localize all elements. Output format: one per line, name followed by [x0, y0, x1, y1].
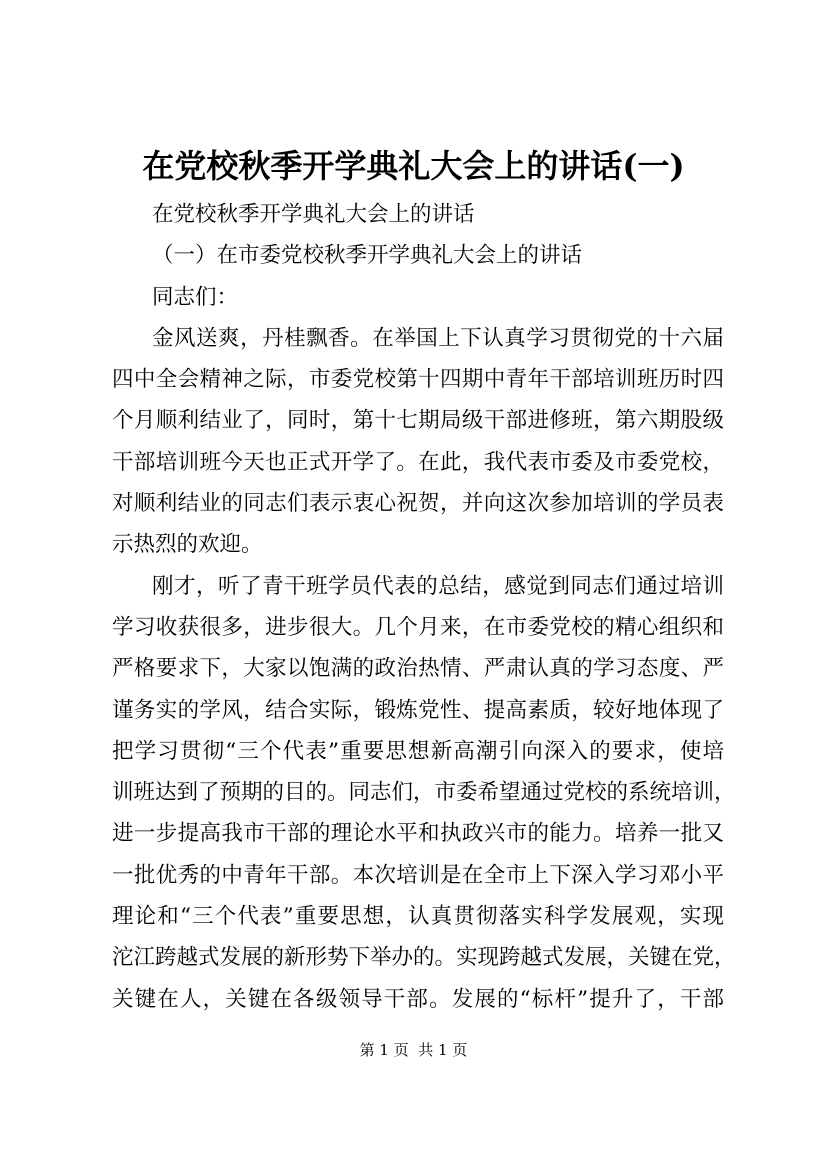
document-body [112, 194, 736, 1020]
text-line: 训班达到了预期的目的。同志们，市委希望通过党校的系统培训， [112, 780, 736, 806]
text-line: 金风送爽，丹桂飘香。在举国上下认真学习贯彻党的十六届 [152, 325, 724, 351]
text-line: 同志们： [152, 284, 239, 310]
text-line: 在党校秋季开学典礼大会上的讲话 [152, 202, 475, 227]
text-line: 学习收获很多，进步很大。几个月来，在市委党校的精心组织和 [112, 614, 724, 640]
text-line: 严格要求下，大家以饱满的政治热情、严肃认真的学习态度、严 [112, 656, 724, 682]
text-line: 把学习贯彻“三个代表”重要思想新高潮引向深入的要求，使培 [112, 738, 724, 764]
text-line: 干部培训班今天也正式开学了。在此，我代表市委及市委党校， [112, 449, 724, 475]
text-line: 刚才，听了青干班学员代表的总结，感觉到同志们通过培训 [152, 573, 724, 599]
text-line: 对顺利结业的同志们表示衷心祝贺，并向这次参加培训的学员表 [112, 491, 724, 517]
text-line: 进一步提高我市干部的理论水平和执政兴市的能力。培养一批又 [112, 821, 724, 847]
page-footer: 第 1 页 共 1 页 [359, 1041, 468, 1059]
text-line: 理论和“三个代表”重要思想，认真贯彻落实科学发展观，实现 [112, 904, 724, 930]
text-line: 沱江跨越式发展的新形势下举办的。实现跨越式发展，关键在党， [112, 945, 736, 971]
text-line: 示热烈的欢迎。 [112, 532, 263, 558]
text-line: 谨务实的学风，结合实际，锻炼党性、提高素质，较好地体现了 [112, 697, 724, 723]
document-title: 在党校秋季开学典礼大会上的讲话(一) [142, 147, 685, 185]
text-line: （一）在市委党校秋季开学典礼大会上的讲话 [152, 243, 583, 269]
text-line: 个月顺利结业了，同时，第十七期局级干部进修班，第六期股级 [112, 408, 724, 434]
text-line: 四中全会精神之际，市委党校第十四期中青年干部培训班历时四 [112, 367, 724, 393]
text-line: 一批优秀的中青年干部。本次培训是在全市上下深入学习邓小平 [112, 862, 724, 888]
text-line: 关键在人，关键在各级领导干部。发展的“标杆”提升了，干部 [112, 986, 724, 1012]
